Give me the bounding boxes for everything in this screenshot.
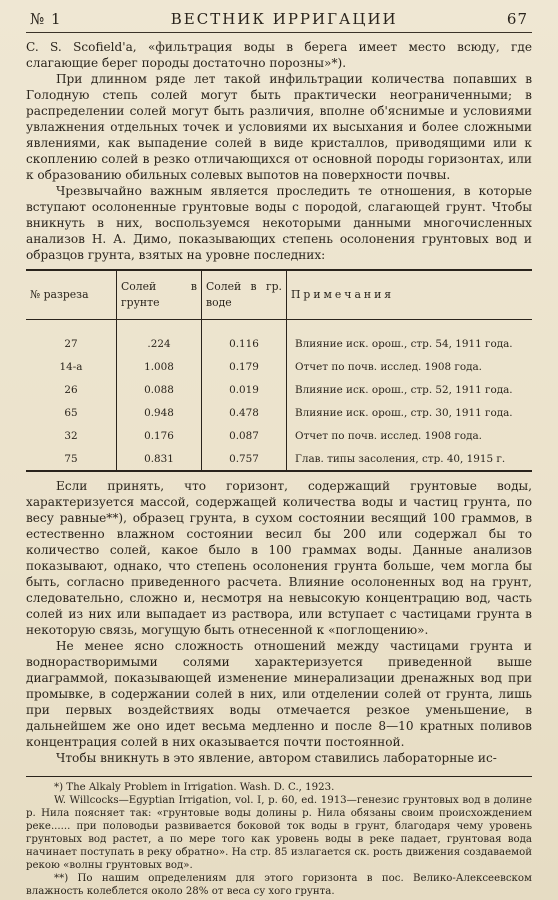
cell-water-salts: 0.478 bbox=[202, 401, 287, 424]
cell-notes: Отчет по почв. исслед. 1908 года. bbox=[295, 429, 482, 442]
table-row bbox=[26, 447, 532, 471]
table-row bbox=[26, 401, 532, 424]
footnotes bbox=[26, 776, 532, 898]
page-number: 67 bbox=[506, 10, 528, 28]
table-row bbox=[26, 355, 532, 378]
cell-water-salts: 0.179 bbox=[202, 355, 287, 378]
paragraph-1: C. S. Scofield'a, «фильтрация воды в берега имеет место всюду, где слагающие берег породы достаточно порозны»*). bbox=[26, 40, 532, 70]
paragraph-6: Чтобы вникнуть в это явление, автором ставились лабораторные ис- bbox=[56, 751, 497, 765]
cell-notes: Отчет по почв. исслед. 1908 года. bbox=[295, 360, 482, 373]
table-header-row bbox=[26, 270, 532, 320]
cell-section: 65 bbox=[26, 401, 117, 424]
cell-section: 75 bbox=[26, 447, 117, 471]
table-row bbox=[26, 332, 532, 355]
cell-soil-salts: .224 bbox=[117, 332, 202, 355]
cell-section: 14-а bbox=[26, 355, 117, 378]
col-header-soil-salts: Солей в грунте bbox=[117, 270, 202, 320]
cell-notes: Влияние иск. орош., стр. 54, 1911 года. bbox=[295, 337, 513, 350]
paragraph-3: Чрезвычайно важным является проследить те отношения, в которые вступают осолоненные грунтовые воды с породой, слагающей грунт. Чтобы вникнуть в них, воспользуемся некоторыми данными многочисленных анализов Н. А. Димо, показывающих степень осолонения грунтовых вод и образцов грунта, взятых на уровне последних: bbox=[26, 184, 532, 262]
cell-water-salts: 0.087 bbox=[202, 424, 287, 447]
cell-notes: Глав. типы засоления, стр. 40, 1915 г. bbox=[295, 452, 506, 465]
page-header bbox=[26, 10, 532, 33]
footnote-2: W. Willcocks—Egyptian Irrigation, vol. I, p. 60, ed. 1913—генезис грунтовых вод в долине р. Нила поясняет так: «грунтовые воды долины р. Нила обязаны своим происхождением реке...... при половодьи развивается боковой ток воды в грунт, благодаря чему уровень грунтовых вод растет, а по мере того как уровень воды в реке падает, грунтовая вода начинает поступать в реку обратно». На стр. 85 излагается ск. рость движения создаваемой рекою «волны грунтовых вод». bbox=[26, 795, 532, 871]
salinity-table bbox=[26, 269, 532, 472]
cell-soil-salts: 0.948 bbox=[117, 401, 202, 424]
cell-section: 27 bbox=[26, 332, 117, 355]
cell-notes: Влияние иск. орош., стр. 30, 1911 года. bbox=[295, 406, 513, 419]
footnote-3: **) По нашим определениям для этого горизонта в пос. Велико-Алексеевском влажность колеблется около 28% от веса су хого грунта. bbox=[26, 873, 532, 897]
paragraph-5: Не менее ясно сложность отношений между частицами грунта и воднорастворимыми солями характеризуется приведенной выше диаграммой, показывающей изменение минерализации дренажных вод при промывке, в содержании солей в них, или отделении солей от грунта, лишь при первых воздействиях воды отмечается резкое уменьшение, в дальнейшем же оно идет весьма медленно и после 8—10 кратных поливов концентрация солей в них оказывается почти постоянной. bbox=[26, 639, 532, 749]
col-header-section: № разреза bbox=[26, 270, 117, 320]
cell-soil-salts: 0.831 bbox=[117, 447, 202, 471]
cell-section: 32 bbox=[26, 424, 117, 447]
cell-water-salts: 0.116 bbox=[202, 332, 287, 355]
cell-water-salts: 0.757 bbox=[202, 447, 287, 471]
cell-soil-salts: 0.176 bbox=[117, 424, 202, 447]
cell-soil-salts: 0.088 bbox=[117, 378, 202, 401]
journal-title: ВЕСТНИК ИРРИГАЦИИ bbox=[170, 10, 398, 28]
cell-soil-salts: 1.008 bbox=[117, 355, 202, 378]
col-header-water-salts: Солей в гр. воде bbox=[202, 270, 287, 320]
col-header-notes: Примечания bbox=[287, 270, 533, 320]
cell-water-salts: 0.019 bbox=[202, 378, 287, 401]
table-row bbox=[26, 378, 532, 401]
footnote-1: *) The Alkaly Problem in Irrigation. Wash. D. C., 1923. bbox=[54, 782, 335, 793]
issue-number: № 1 bbox=[30, 10, 62, 28]
cell-section: 26 bbox=[26, 378, 117, 401]
table-spacer bbox=[26, 320, 532, 333]
paragraph-4: Если принять, что горизонт, содержащий грунтовые воды, характеризуется массой, содержащей количества воды и частиц грунта, по весу равные**), образец грунта, в сухом состоянии весящий 100 граммов, в естественно влажном состоянии весил бы 200 или содержал бы то количество солей, какое было в 100 граммах воды. Данные анализов показывают, однако, что степень осолонения грунта больше, чем могла бы быть, согласно приведенного расчета. Влияние осолоненных вод на грунт, следовательно, сложно и, несмотря на невысокую концентрацию вод, часть солей из них или выпадает из раствора, или вступает с частицами грунта в некоторую связь, могущую быть отнесенной к «поглощению». bbox=[26, 479, 532, 637]
paragraph-2: При длинном ряде лет такой инфильтрации количества попавших в Голодную степь солей могут быть практически неограниченными; в распределении солей могут быть различия, вполне об'яснимые и условиями увлажнения отдельных точек и условиями их высыхания и более сложными явлениями, как выпадение солей в виде кристаллов, приводящими или к скоплению солей в резко отличающихся от основной породы горизонтах, или к образованию обильных солевых выпотов на поверхности почвы. bbox=[26, 72, 532, 182]
cell-notes: Влияние иск. орош., стр. 52, 1911 года. bbox=[295, 383, 513, 396]
table-row bbox=[26, 424, 532, 447]
article-body bbox=[26, 39, 532, 766]
